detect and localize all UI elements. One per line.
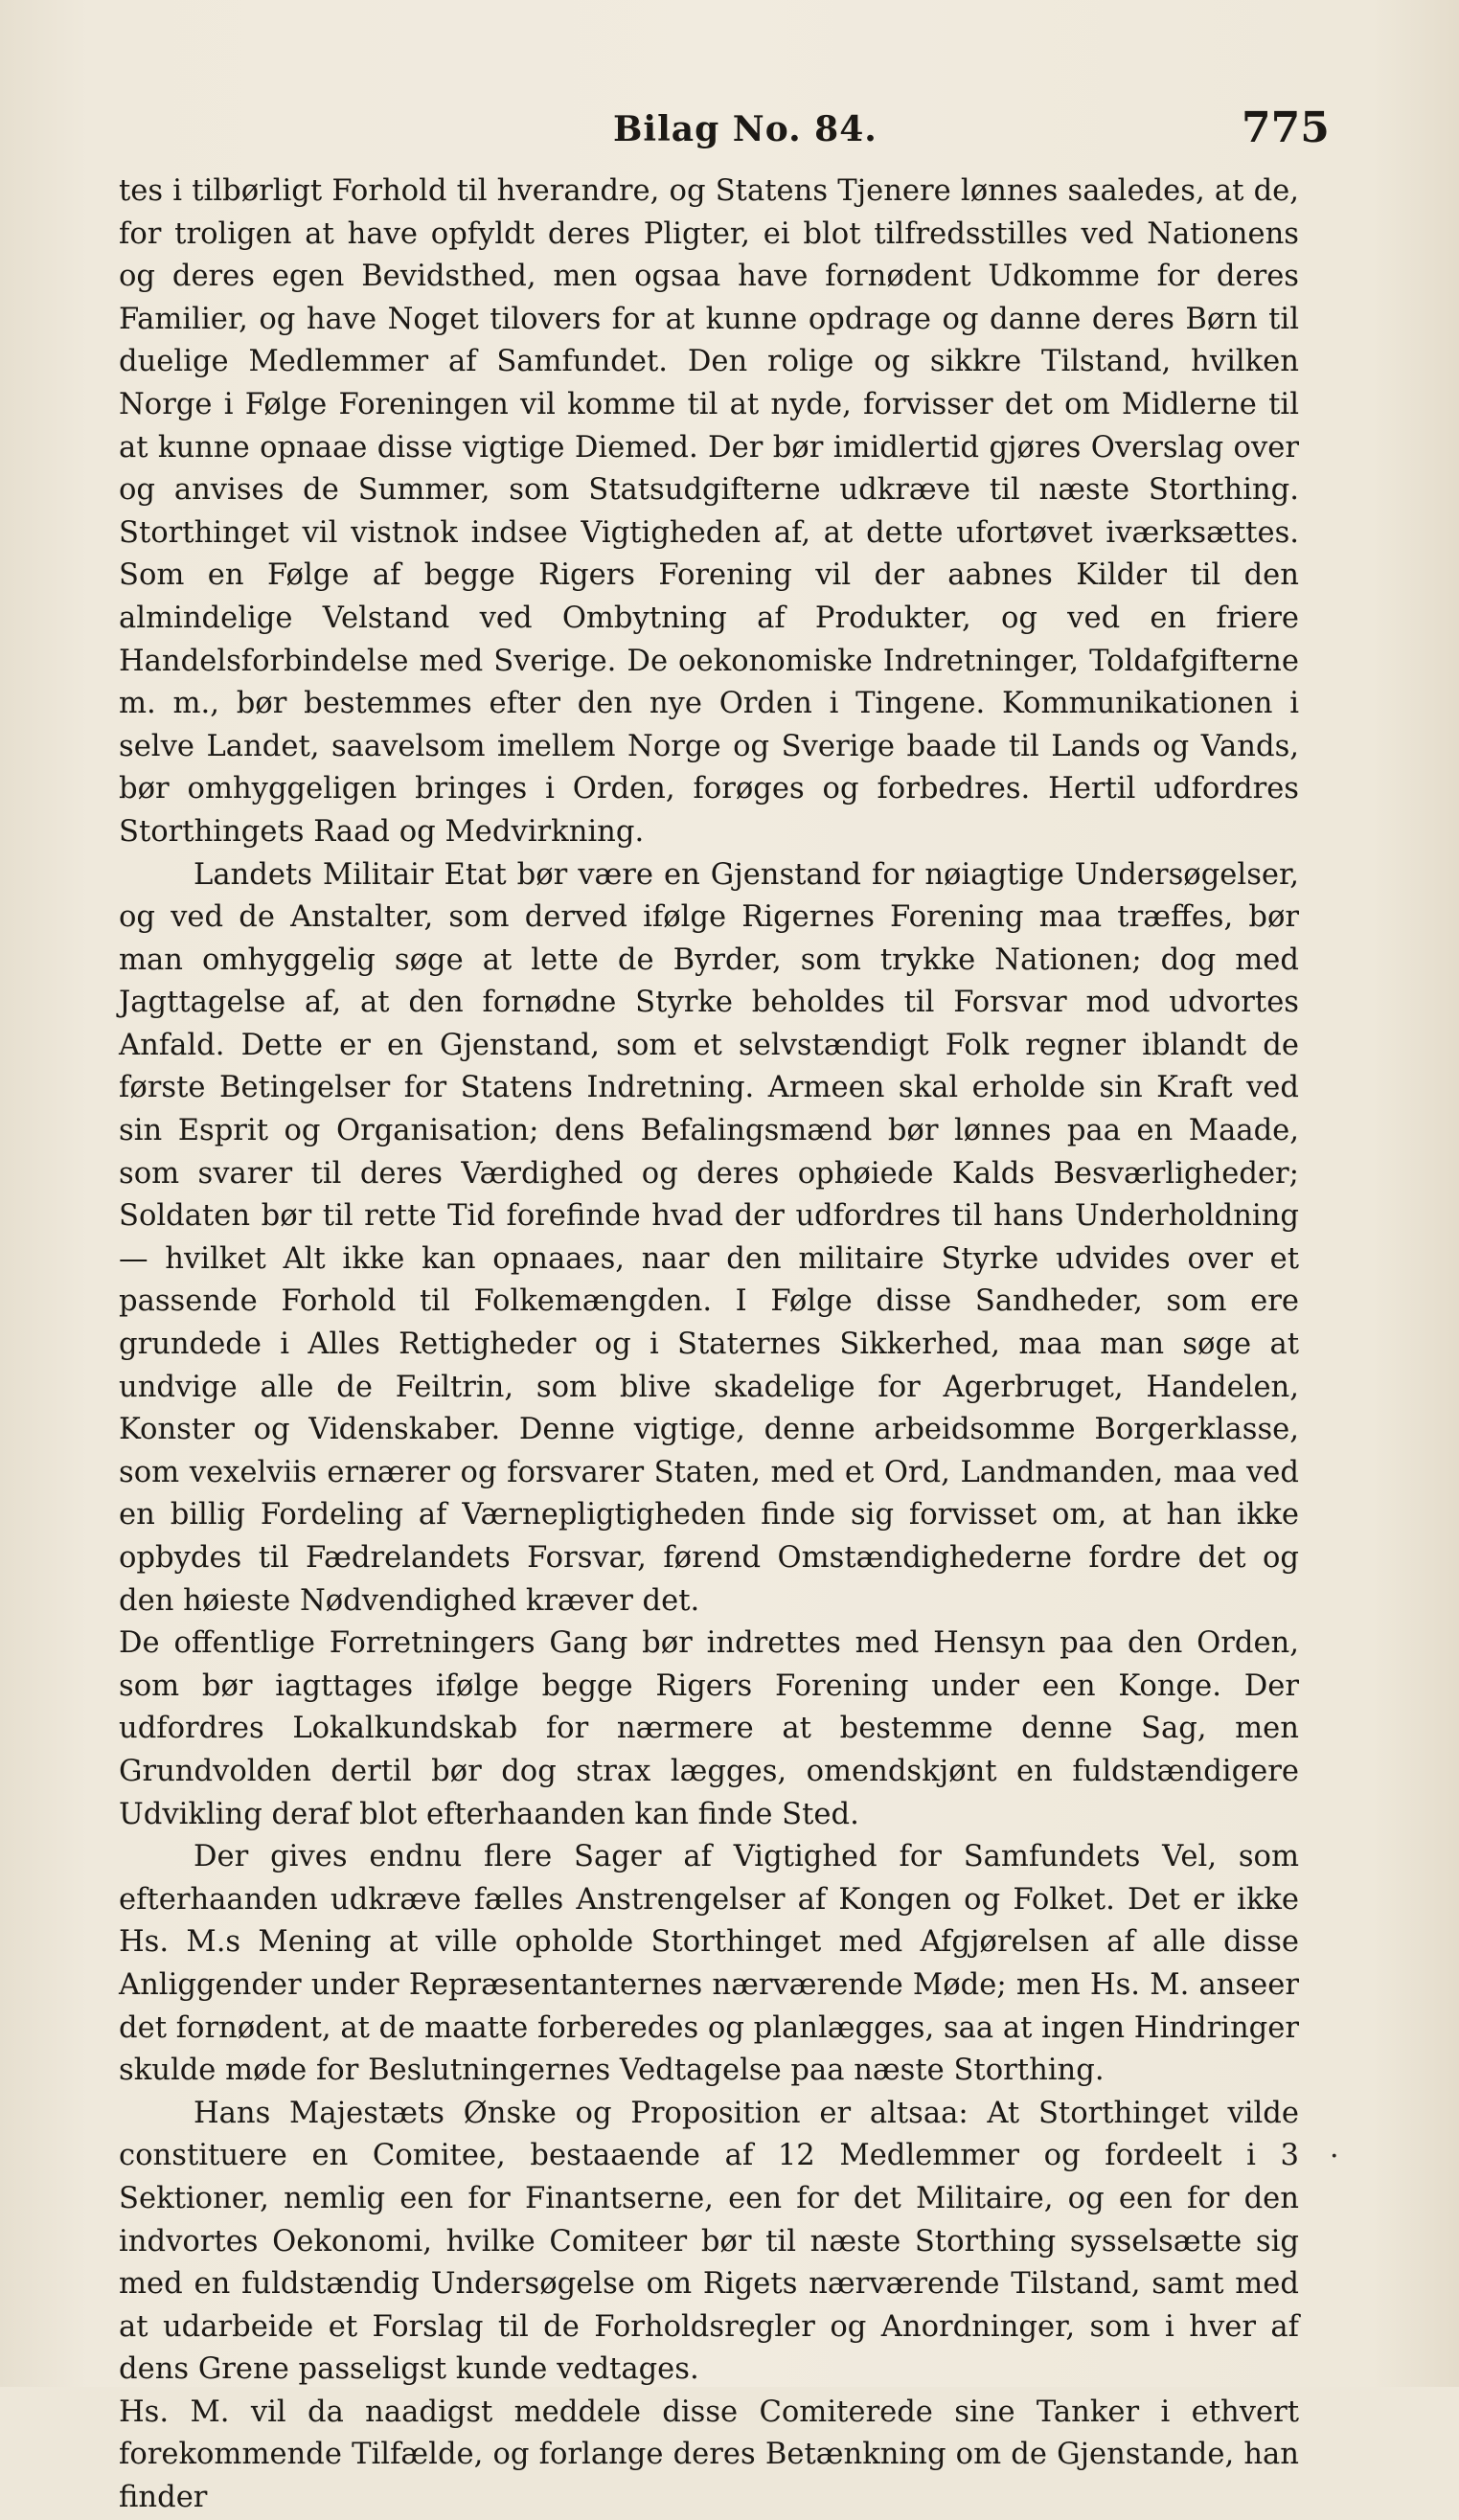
- paragraph-continuation: tes i tilbørligt Forhold til hverandre, og Statens Tjenere lønnes saaledes, at de, for troligen at have opfyldt deres Pligter, ei blot tilfredsstilles ved Nationens og deres egen Bevidsthed, men ogsaa have fornødent Udkomme for deres Familier, og have Noget tilovers for at kunne opdrage og danne deres Børn til duelige Medlemmer af Samfundet. Den rolige og sikkre Tilstand, hvilken Norge i Følge Foreningen vil komme til at nyde, forvisser det om Midlerne til at kunne opnaae disse vigtige Diemed. Der bør imidlertid gjøres Overslag over og anvises de Summer, som Statsudgifterne udkræve til næste Storthing. Storthinget vil vistnok indsee Vigtigheden af, at dette ufortøvet iværksættes. Som en Følge af begge Rigers Forening vil der aabnes Kilder til den almindelige Velstand ved Ombytning af Produkter, og ved en friere Handelsforbindelse med Sverige. De oekonomiske Indretninger, Toldafgifterne m. m., bør bestemmes efter den nye Orden i Tingene. Kommunikationen i selve Landet, saavelsom imellem Norge og Sverige baade til Lands og Vands, bør omhyggeligen bringes i Orden, forøges og forbedres. Hertil udfordres Storthingets Raad og Medvirkning.: [119, 174, 1299, 849]
- paragraph-proposition: Hans Majestæts Ønske og Proposition er altsaa: At Storthinget vilde constituere en Comitee, bestaaende af 12 Medlemmer og fordeelt i 3 Sektioner, nemlig een for Finantserne, een for det Militaire, og een for den indvortes Oekonomi, hvilke Comiteer bør til næste Storthing sysselsætte sig med en fuldstændig Undersøgelse om Rigets nærværende Tilstand, samt med at udarbeide et Forslag til de Forholdsregler og Anordninger, som i hver af dens Grene passeligst kunde vedtages.: [119, 2096, 1299, 2387]
- paragraph-public-affairs: De offentlige Forretningers Gang bør indrettes med Hensyn paa den Orden, som bør iagttages ifølge begge Rigers Forening under een Konge. Der udfordres Lokalkundskab for nærmere at bestemme denne Sag, men Grundvolden dertil bør dog strax lægges, omendskjønt en fuldstændigere Udvikling deraf blot efterhaanden kan finde Sted.: [119, 1626, 1299, 1831]
- paragraph-final: Hs. M. vil da naadigst meddele disse Comiterede sine Tanker i ethvert forekommende Tilfælde, og forlange deres Betænkning om de Gjenstande, han finder: [119, 2395, 1299, 2515]
- body-text: [119, 170, 1299, 2520]
- page-number: 775: [1242, 103, 1330, 152]
- paragraph-other-matters: Der gives endnu flere Sager af Vigtighed for Samfundets Vel, som efterhaanden udkræve fælles Anstrengelser af Kongen og Folket. Det er ikke Hs. M.s Mening at ville opholde Storthinget med Afgjørelsen af alle disse Anliggender under Repræsentanternes nærværende Møde; men Hs. M. anseer det fornødent, at de maatte forberedes og planlægges, saa at ingen Hindringer skulde møde for Beslutningernes Vedtagelse paa næste Storthing.: [119, 1840, 1299, 2088]
- paragraph-military: Landets Militair Etat bør være en Gjenstand for nøiagtige Undersøgelser, og ved de Anstalter, som derved ifølge Rigernes Forening maa træffes, bør man omhyggelig søge at lette de Byrder, som trykke Nationen; dog med Jagttagelse af, at den fornødne Styrke beholdes til Forsvar mod udvortes Anfald. Dette er en Gjenstand, som et selvstændigt Folk regner iblandt de første Betingelser for Statens Indretning. Armeen skal erholde sin Kraft ved sin Esprit og Organisation; dens Befalingsmænd bør lønnes paa en Maade, som svarer til deres Værdighed og deres ophøiede Kalds Besværligheder; Soldaten bør til rette Tid forefinde hvad der udfordres til hans Underholdning — hvilket Alt ikke kan opnaaes, naar den militaire Styrke udvides over et passende Forhold til Folkemængden. I Følge disse Sandheder, som ere grundede i Alles Rettigheder og i Staternes Sikkerhed, maa man søge at undvige alle de Feiltrin, som blive skadelige for Agerbruget, Handelen, Konster og Videnskaber. Denne vigtige, denne arbeidsomme Borgerklasse, som vexelviis ernærer og forsvarer Staten, med et Ord, Landmanden, maa ved en billig Fordeling af Værnepligtigheden finde sig forvisset om, at han ikke opbydes til Fædrelandets Forsvar, førend Omstændighederne fordre det og den høieste Nødvendighed kræver det.: [119, 857, 1299, 1618]
- page-header: [0, 103, 1459, 161]
- running-head: Bilag No. 84.: [613, 109, 878, 149]
- margin-dot: ·: [1330, 2140, 1339, 2173]
